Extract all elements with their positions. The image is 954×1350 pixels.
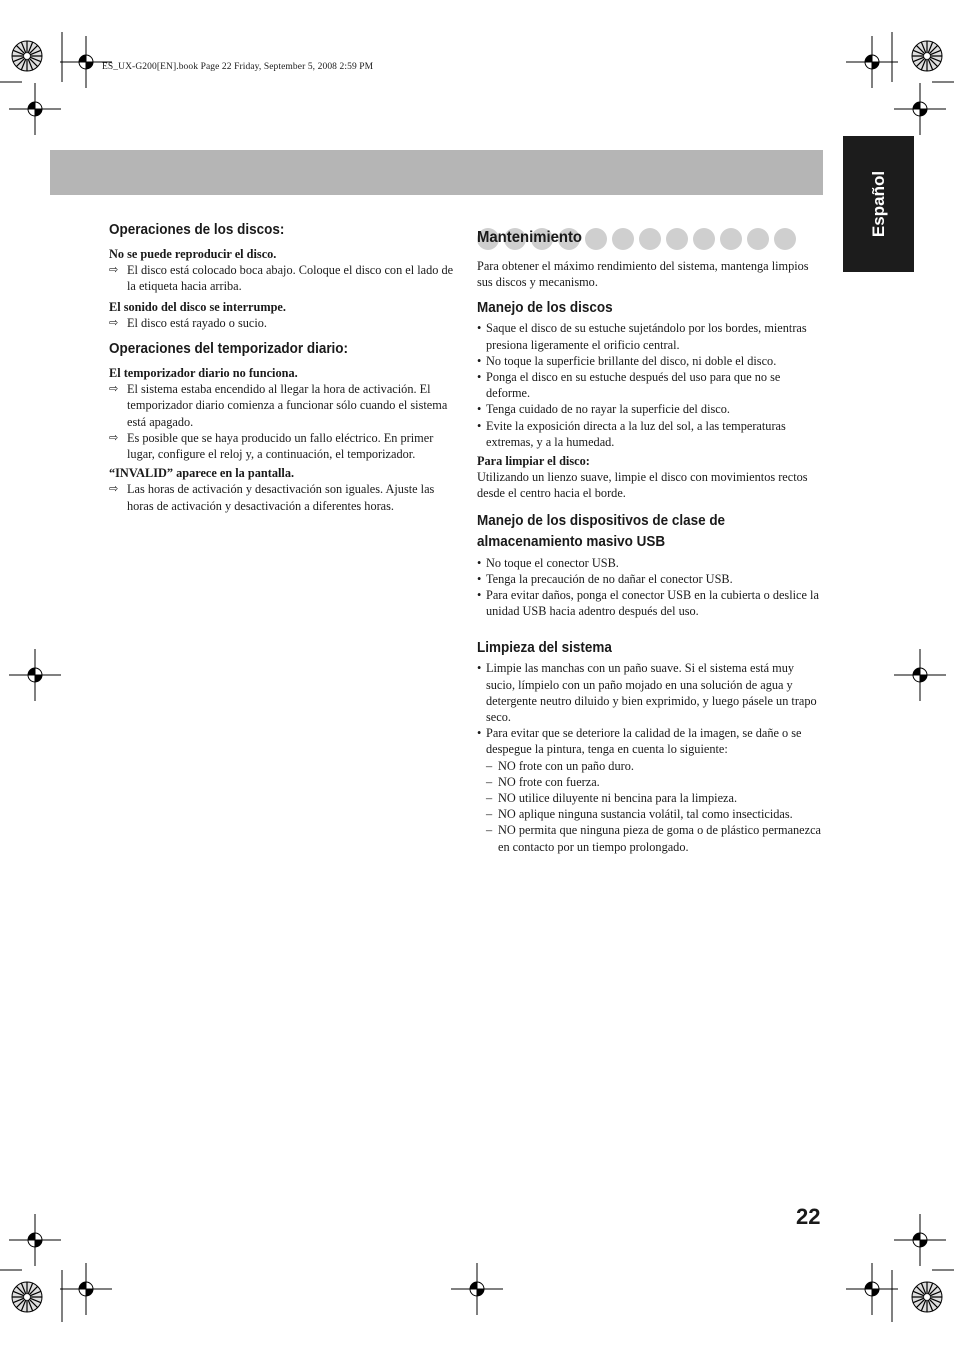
language-tab-label: Español <box>868 170 888 238</box>
list-item: • Para evitar daños, ponga el conector USB en la cubierta o deslice la unidad USB hacia adentro después del uso. <box>477 587 825 619</box>
maintenance-intro: Para obtener el máximo rendimiento del sistema, mantenga limpios sus discos y mecanismo. <box>477 259 809 290</box>
list-item: • Evite la exposición directa a la luz del sol, a las temperaturas extremas, y a la humedad. <box>477 418 825 450</box>
disc-operations-heading: Operaciones de los discos: <box>109 222 285 238</box>
solution-item: ⇨ El disco está rayado o sucio. <box>109 315 268 330</box>
disc-handling-heading: Manejo de los discos <box>477 300 613 317</box>
problem-title: El temporizador diario no funciona. <box>109 366 298 381</box>
list-item: • Ponga el disco en su estuche después del uso para que no se deforme. <box>477 369 825 401</box>
arrow-icon: ⇨ <box>109 430 119 444</box>
maintenance-column <box>477 226 825 855</box>
usb-handling-list <box>477 555 825 620</box>
list-item: • Saque el disco de su estuche sujetándolo por los bordes, mientras presiona ligeramente el orificio central. <box>477 320 825 352</box>
page-number: 22 <box>796 1204 821 1229</box>
list-item: • Tenga la precaución de no dañar el conector USB. <box>477 571 825 587</box>
disc-cleaning-title: Para limpiar el disco: <box>477 454 590 469</box>
arrow-icon: ⇨ <box>109 382 119 396</box>
print-header-line: ES_UX-G200[EN].book Page 22 Friday, September 5, 2008 2:59 PM <box>102 62 374 72</box>
list-item: – NO permita que ninguna pieza de goma o de plástico permanezca en contacto por un tiempo prolongado. <box>486 822 825 854</box>
system-cleaning-list <box>477 660 825 757</box>
language-tab <box>843 136 914 272</box>
solution-item: ⇨ El sistema estaba encendido al llegar la hora de activación. El temporizador diario comienza a funcionar sólo cuando el sistema está apagado. <box>109 382 448 429</box>
maintenance-title: Mantenimiento <box>477 229 582 246</box>
system-cleaning-dash-list <box>477 758 825 855</box>
problem-title: El sonido del disco se interrumpe. <box>109 299 286 314</box>
arrow-icon: ⇨ <box>109 482 119 496</box>
page-header-band <box>50 150 823 195</box>
solution-item: ⇨ El disco está colocado boca abajo. Coloque el disco con el lado de la etiqueta hacia arriba. <box>109 263 454 294</box>
maintenance-title-row <box>477 226 825 250</box>
list-item: – NO utilice diluyente ni bencina para la limpieza. <box>486 790 825 806</box>
solution-item: ⇨ Es posible que se haya producido un fallo eléctrico. En primer lugar, configure el reloj y, a continuación, el temporizador. <box>109 430 434 462</box>
arrow-icon: ⇨ <box>109 315 119 329</box>
disc-handling-list <box>477 320 825 450</box>
list-item: – NO frote con fuerza. <box>486 774 825 790</box>
troubleshooting-column <box>109 221 459 514</box>
list-item: • Limpie las manchas con un paño suave. Si el sistema está muy sucio, límpielo con un paño mojado en una solución de agua y detergente neutro diluido y bien exprimido, y luego pásele un trapo seco. <box>477 660 825 725</box>
timer-operations-heading: Operaciones del temporizador diario: <box>109 341 349 358</box>
list-item: – NO aplique ninguna sustancia volátil, tal como insecticidas. <box>486 806 825 822</box>
solution-item: ⇨ Las horas de activación y desactivación son iguales. Ajuste las horas de activación y desactivación a diferentes horas. <box>109 482 435 513</box>
list-item: • No toque la superficie brillante del disco, ni doble el disco. <box>477 353 825 369</box>
usb-handling-heading: Manejo de los dispositivos de clase de almacenamiento masivo USB <box>477 512 726 550</box>
arrow-icon: ⇨ <box>109 263 119 277</box>
problem-title: “INVALID” aparece en la pantalla. <box>109 466 295 481</box>
list-item: – NO frote con un paño duro. <box>486 758 825 774</box>
system-cleaning-heading: Limpieza del sistema <box>477 640 612 657</box>
list-item: • Tenga cuidado de no rayar la superficie del disco. <box>477 401 825 417</box>
list-item: • No toque el conector USB. <box>477 555 825 571</box>
disc-cleaning-text: Utilizando un lienzo suave, limpie el disco con movimientos rectos desde el centro hacia el borde. <box>477 470 808 501</box>
problem-title: No se puede reproducir el disco. <box>109 247 277 261</box>
list-item: • Para evitar que se deteriore la calidad de la imagen, se dañe o se despegue la pintura, tenga en cuenta lo siguiente: <box>477 725 825 757</box>
